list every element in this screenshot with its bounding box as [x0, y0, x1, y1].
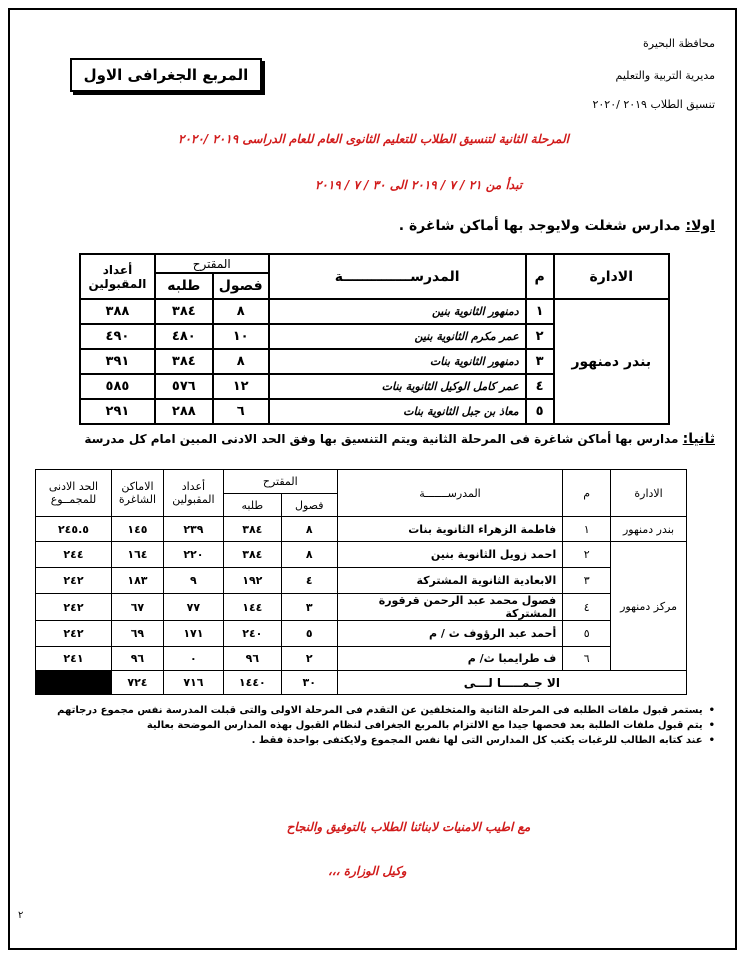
- closing-wish: مع اطيب الامنيات لابنائنا الطلاب بالتوفيق والنجاح: [286, 820, 531, 834]
- list-item: • يستمر قبول ملفات الطلبه فى المرحلة الثانية والمتخلفين عن التقدم فى المرحلة الاولى والتى قبلت المدرسة نفس مجموع درجاتهم: [25, 703, 715, 718]
- col-accepted: أعداد المقبولين: [163, 470, 223, 517]
- table-row: بندر دمنهور ١ دمنهور الثانوية بنين ٨ ٣٨٤ ٣٨٨: [80, 299, 669, 324]
- col-m: م: [526, 254, 554, 299]
- col-classes: فصول: [281, 494, 337, 517]
- directorate: مديرية التربية والتعليم: [615, 69, 715, 82]
- col-min-total: الحد الادنى للمجمــوع: [36, 470, 112, 517]
- governorate: محافظة البحيرة: [643, 37, 715, 50]
- section2-prefix: ثانيا:: [682, 431, 715, 447]
- col-admin: الادارة: [554, 254, 669, 299]
- total-label: الا جـمـــــا لـــى: [337, 671, 686, 695]
- table-row: ٤ فصول محمد عبد الرحمن قرقورة المشتركة ٣ ١٤٤ ٧٧ ٦٧ ٢٤٢: [36, 594, 687, 621]
- total-row: الا جـمـــــا لـــى ٣٠ ١٤٤٠ ٧١٦ ٧٢٤: [36, 671, 687, 695]
- table-row: ٣ دمنهور الثانوية بنات ٨ ٣٨٤ ٣٩١: [80, 349, 669, 374]
- table-row: ٥ معاذ بن جبل الثانوية بنات ٦ ٢٨٨ ٢٩١: [80, 399, 669, 424]
- list-item: • عند كتابه الطالب للرغبات يكتب كل المدارس التى لها نفس المجموع ولايكتفى بواحدة فقط .: [25, 733, 715, 748]
- page-number: ٢: [18, 910, 24, 921]
- section2-text: مدارس بها أماكن شاغرة فى المرحلة الثانية ويتم التنسيق بها وفق الحد الادنى المبين امام كل مدرسة: [84, 432, 683, 446]
- blacked-out-cell: [36, 671, 112, 695]
- col-students: طلبه: [223, 494, 281, 517]
- col-classes: فصول: [213, 273, 269, 299]
- filled-schools-table: [79, 253, 670, 425]
- section1-text: مدارس شغلت ولايوجد بها أماكن شاغرة .: [398, 218, 686, 234]
- phase-title: المرحلة الثانية لتنسيق الطلاب للتعليم الثانوى العام للعام الدراسى ٢٠١٩ /٢٠٢٠: [178, 132, 569, 146]
- admin-cell: مركز دمنهور: [611, 542, 687, 671]
- table-row: ٦ ف طرايمبا ث/ م ٢ ٩٦ ٠ ٩٦ ٢٤١: [36, 647, 687, 671]
- col-accepted: أعداد المقبولين: [80, 254, 155, 299]
- table-row: مركز دمنهور ٢ احمد زويل الثانوية بنين ٨ ٣٨٤ ٢٢٠ ١٦٤ ٢٤٤: [36, 542, 687, 568]
- geographic-square-title: المربع الجغرافى الاول: [70, 58, 262, 92]
- coordination-year: تنسيق الطلاب ٢٠١٩ /٢٠٢٠: [592, 98, 715, 111]
- phase-dates: تبدأ من ٢١ / ٧ / ٢٠١٩ الى ٣٠ / ٧ / ٢٠١٩: [314, 178, 523, 192]
- vacant-schools-table: [35, 469, 687, 695]
- col-school: المدرســـــــة: [337, 470, 563, 517]
- admin-cell: بندر دمنهور: [554, 299, 669, 424]
- col-vacant: الاماكن الشاغرة: [111, 470, 163, 517]
- col-school: المدرســــــــــــــة: [269, 254, 526, 299]
- table-row: ٢ عمر مكرم الثانوية بنين ١٠ ٤٨٠ ٤٩٠: [80, 324, 669, 349]
- admin-cell: بندر دمنهور: [611, 517, 687, 542]
- signature: وكيل الوزارة ،،،: [328, 864, 407, 878]
- table-row: ٣ الابعادية الثانوية المشتركة ٤ ١٩٢ ٩ ١٨٣ ٢٤٢: [36, 568, 687, 594]
- col-admin: الادارة: [611, 470, 687, 517]
- col-proposed: المقترح: [223, 470, 337, 494]
- col-m: م: [563, 470, 611, 517]
- list-item: • يتم قبول ملفات الطلبة بعد فحصها جيدا مع الالتزام بالمربع الجغرافى لنظام القبول بهذه المدارس الموضحة بعالية: [25, 718, 715, 733]
- section2-heading: [84, 431, 715, 447]
- notes-list: [25, 703, 715, 748]
- section1-prefix: اولا:: [685, 218, 715, 234]
- table-row: ٥ أحمد عبد الرؤوف ث / م ٥ ٢٤٠ ١٧١ ٦٩ ٢٤٢: [36, 621, 687, 647]
- col-students: طلبه: [155, 273, 213, 299]
- section1-heading: [399, 218, 715, 234]
- table-row: ٤ عمر كامل الوكيل الثانوية بنات ١٢ ٥٧٦ ٥٨٥: [80, 374, 669, 399]
- col-proposed: المقترح: [155, 254, 269, 273]
- table-row: بندر دمنهور ١ فاطمة الزهراء الثانوية بنات ٨ ٣٨٤ ٢٣٩ ١٤٥ ٢٤٥.٥: [36, 517, 687, 542]
